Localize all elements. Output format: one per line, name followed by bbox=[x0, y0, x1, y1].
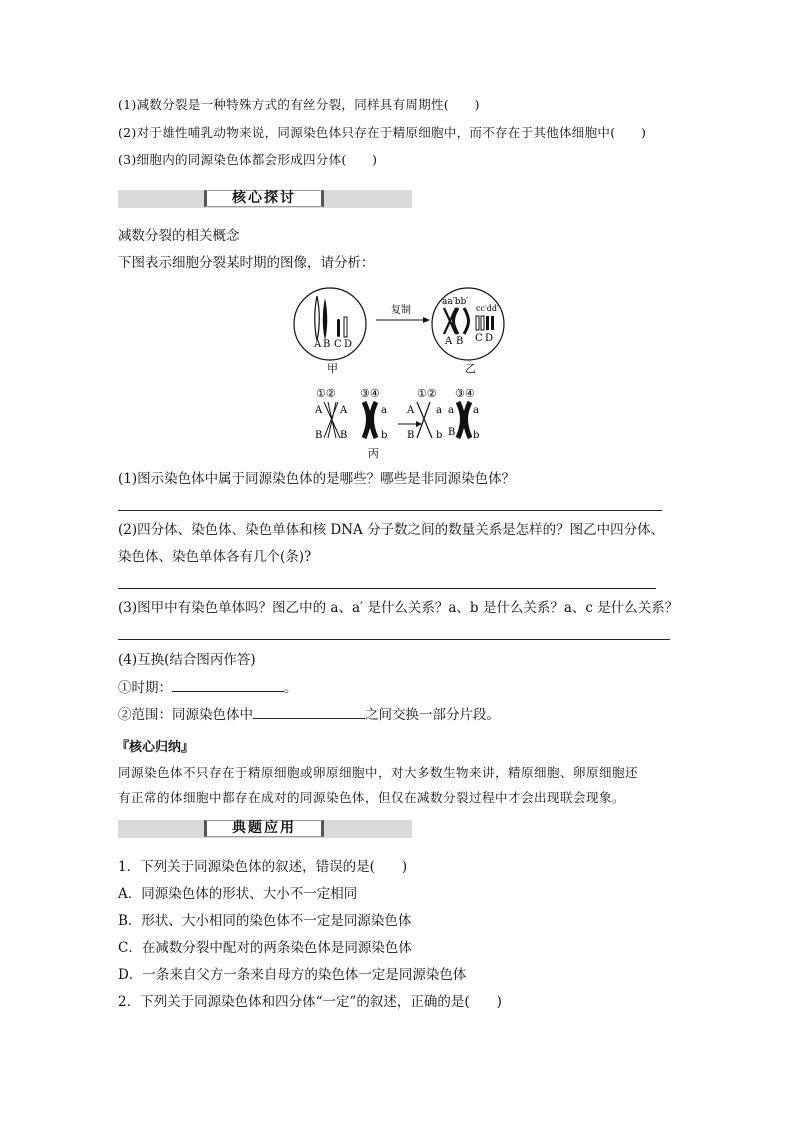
bing-b3: b bbox=[381, 430, 388, 441]
exercise-q1-option-a: A．同源染色体的形状、大小不一定相同 bbox=[118, 886, 358, 902]
summary-line-1: 同源染色体不只存在于精原细胞或卵原细胞中，对大多数生物来讲，精原细胞、卵原细胞还 bbox=[118, 765, 639, 780]
bing-nums-right: ③④ bbox=[360, 387, 380, 400]
question-4-2 bbox=[118, 705, 500, 724]
section-title-exercise: 典题应用 bbox=[204, 820, 324, 837]
summary-title: 『核心归纳』 bbox=[116, 740, 195, 755]
chromosome-figure bbox=[290, 282, 520, 460]
question-1: (1)图示染色体中属于同源染色体的是哪些？哪些是非同源染色体？ bbox=[118, 471, 516, 487]
bing-b6: B bbox=[448, 427, 456, 438]
range-label: ②范围：同源染色体中 bbox=[118, 707, 253, 723]
section-header-exercise bbox=[118, 820, 412, 838]
exercise-q1-option-d: D．一条来自父方一条来自母方的染色体一定是同源染色体 bbox=[118, 967, 467, 983]
section-title-core: 核心探讨 bbox=[204, 190, 324, 207]
range-blank[interactable] bbox=[253, 705, 365, 719]
judge-item-1: (1)减数分裂是一种特殊方式的有丝分裂，同样具有周期性( ) bbox=[118, 97, 480, 112]
judge-item-2: (2)对于雄性哺乳动物来说，同源染色体只存在于精原细胞中，而不存在于其他体细胞中( ) bbox=[118, 125, 647, 140]
question-4: (4)互换(结合图丙作答) bbox=[118, 652, 256, 668]
bing-b1: B bbox=[315, 430, 323, 441]
yi-letter-d: D bbox=[485, 333, 494, 344]
intro-text: 下图表示细胞分裂某时期的图像，请分析： bbox=[118, 255, 375, 271]
bing-b7: b bbox=[473, 430, 480, 441]
bing-a4: A bbox=[407, 405, 415, 416]
bing-b5: b bbox=[436, 430, 443, 441]
yi-top-left: aa′bb′ bbox=[442, 297, 469, 307]
bing-a5: a bbox=[436, 405, 442, 416]
judge-item-3: (3)细胞内的同源染色体都会形成四分体( ) bbox=[118, 152, 378, 167]
period-end: 。 bbox=[284, 680, 298, 696]
jia-letter-d: D bbox=[344, 339, 353, 350]
period-label: ①时期： bbox=[118, 680, 172, 696]
bing-a3: a bbox=[381, 405, 387, 416]
exercise-q2: 2．下列关于同源染色体和四分体“一定”的叙述，正确的是( ) bbox=[118, 994, 502, 1010]
answer-line-1[interactable] bbox=[118, 510, 662, 511]
yi-letter-a: A bbox=[445, 336, 453, 347]
bing-a6: a bbox=[448, 405, 454, 416]
label-yi: 乙 bbox=[465, 362, 476, 375]
bing-a7: a bbox=[473, 405, 479, 416]
bing-b4: B bbox=[407, 430, 415, 441]
bing-a1: A bbox=[315, 405, 323, 416]
yi-top-right: cc′dd′ bbox=[476, 304, 499, 313]
label-bing: 丙 bbox=[368, 447, 379, 460]
exercise-q1-option-c: C．在减数分裂中配对的两条染色体是同源染色体 bbox=[118, 940, 412, 956]
yi-letter-b: B bbox=[456, 336, 464, 347]
label-jia: 甲 bbox=[327, 362, 338, 375]
period-blank[interactable] bbox=[172, 678, 284, 692]
question-3: (3)图甲中有染色单体吗？图乙中的 a、a′ 是什么关系？a、b 是什么关系？a、c 是什么关系？ bbox=[118, 600, 679, 616]
yi-letter-c: C bbox=[475, 333, 483, 344]
exercise-q1-option-b: B．形状、大小相同的染色体不一定是同源染色体 bbox=[118, 913, 412, 929]
bing-nums-right-2: ③④ bbox=[455, 387, 475, 400]
bing-a2: A bbox=[340, 405, 348, 416]
answer-line-3[interactable] bbox=[118, 639, 670, 640]
summary-line-2: 有正常的体细胞中都存在成对的同源染色体，但仅在减数分裂过程中才会出现联会现象。 bbox=[118, 790, 626, 805]
jia-letter-a: A bbox=[314, 339, 322, 350]
topic-heading: 减数分裂的相关概念 bbox=[118, 228, 240, 244]
question-4-1 bbox=[118, 678, 298, 697]
bing-nums-left: ①② bbox=[316, 387, 336, 400]
bing-b2: B bbox=[340, 430, 348, 441]
jia-letter-b: B bbox=[323, 339, 331, 350]
arrow-label: 复制 bbox=[391, 305, 411, 316]
exercise-q1: 1．下列关于同源染色体的叙述，错误的是( ) bbox=[118, 859, 408, 875]
question-2-cont: 染色体、染色单体各有几个(条)? bbox=[118, 549, 312, 565]
question-2: (2)四分体、染色体、染色单体和核 DNA 分子数之间的数量关系是怎样的？图乙中四分体、 bbox=[118, 522, 665, 538]
range-end: 之间交换一部分片段。 bbox=[365, 707, 500, 723]
section-header-core bbox=[118, 190, 412, 208]
answer-line-2[interactable] bbox=[118, 588, 656, 589]
bing-nums-left-2: ①② bbox=[417, 387, 437, 400]
jia-letter-c: C bbox=[334, 339, 342, 350]
